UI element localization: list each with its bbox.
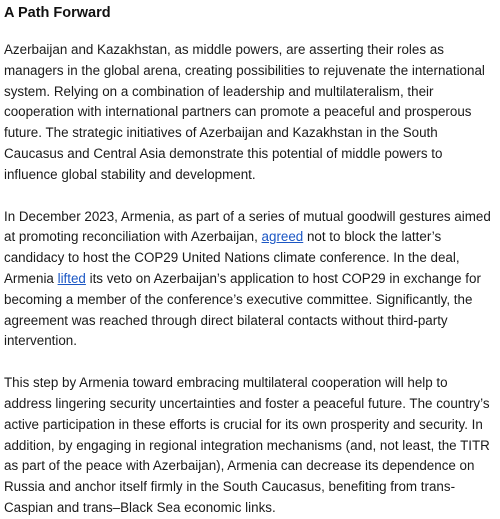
paragraph-text: its veto on Azerbaijan’s application to host COP29 in exchange for becoming a member of the conference’s executive committee. Significantly, the agreement was reached through direct bilateral contacts without third-party intervention.	[4, 270, 481, 349]
paragraph-text: In December 2023, Armenia, as part of a series of mutual goodwill gestures aimed at promoting reconciliation with Azerbaijan,	[4, 208, 491, 245]
paragraph-text: not to block the latter’s candidacy to host the COP29 United Nations climate conference. In the deal, Armenia	[4, 229, 460, 286]
paragraph-middle-powers	[4, 40, 496, 186]
paragraph-text: This step by Armenia toward embracing multilateral cooperation will help to address lingering security uncertainties and foster a peaceful future. The country’s active participation in these efforts is crucial for its own prosperity and security. In addition, by engaging in regional integration mechanisms (and, not least, the TITR as part of the peace with Azerbaijan), Armenia can decrease its dependence on Russia and anchor itself firmly in the South Caucasus, benefiting from trans-Caspian and trans–Black Sea economic links.	[4, 375, 490, 515]
agreed-link[interactable]: agreed	[261, 229, 304, 245]
lifted-link[interactable]: lifted	[57, 270, 86, 286]
paragraph-cop29-deal	[4, 207, 496, 353]
paragraph-text: Azerbaijan and Kazakhstan, as middle powers, are asserting their roles as managers in the global arena, creating possibilities to rejuvenate the international system. Relying on a combination of leadership and multilateralism, their cooperation with international partners can promote a peaceful and prosperous future. The strategic initiatives of Azerbaijan and Kazakhstan in the South Caucasus and Central Asia demonstrate this potential of middle powers to influence global stability and development.	[4, 42, 485, 182]
section-heading: A Path Forward	[4, 5, 111, 21]
paragraph-multilateral-cooperation	[4, 373, 496, 519]
